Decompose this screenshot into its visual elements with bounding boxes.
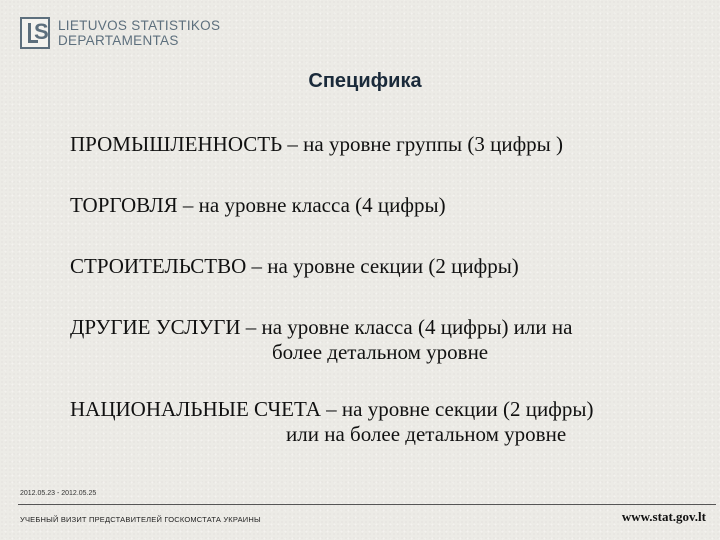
item-continuation: или на более детальном уровне bbox=[286, 422, 567, 446]
item-continuation: более детальном уровне bbox=[272, 340, 489, 364]
item-text: СТРОИТЕЛЬСТВО – на уровне секции (2 цифры) bbox=[70, 254, 519, 278]
item-text: ДРУГИЕ УСЛУГИ – на уровне класса (4 цифры) или на bbox=[70, 315, 573, 339]
list-item bbox=[70, 254, 710, 279]
list-item bbox=[70, 397, 710, 447]
logo-line-2: DEPARTAMENTAS bbox=[58, 33, 179, 48]
logo-text bbox=[58, 18, 220, 48]
logo bbox=[20, 17, 220, 49]
slide-title: Специфика bbox=[308, 70, 422, 92]
list-item bbox=[70, 315, 710, 365]
list-item bbox=[70, 132, 710, 157]
item-text: ТОРГОВЛЯ – на уровне класса (4 цифры) bbox=[70, 193, 446, 217]
item-text: НАЦИОНАЛЬНЫЕ СЧЕТА – на уровне секции (2 цифры) bbox=[70, 397, 594, 421]
footer-date: 2012.05.23 - 2012.05.25 bbox=[20, 490, 97, 497]
footer-url[interactable]: www.stat.gov.lt bbox=[621, 509, 706, 524]
ls-logo-icon: S bbox=[20, 17, 50, 49]
list-item bbox=[70, 193, 710, 218]
item-text: ПРОМЫШЛЕННОСТЬ – на уровне группы (3 цифры ) bbox=[70, 132, 564, 156]
footer-caption: УЧЕБНЫЙ ВИЗИТ ПРЕДСТАВИТЕЛЕЙ ГОСКОМСТАТА УКРАИНЫ bbox=[20, 515, 261, 524]
logo-line-1: LIETUVOS STATISTIKOS bbox=[58, 18, 221, 33]
footer-divider bbox=[18, 504, 716, 505]
